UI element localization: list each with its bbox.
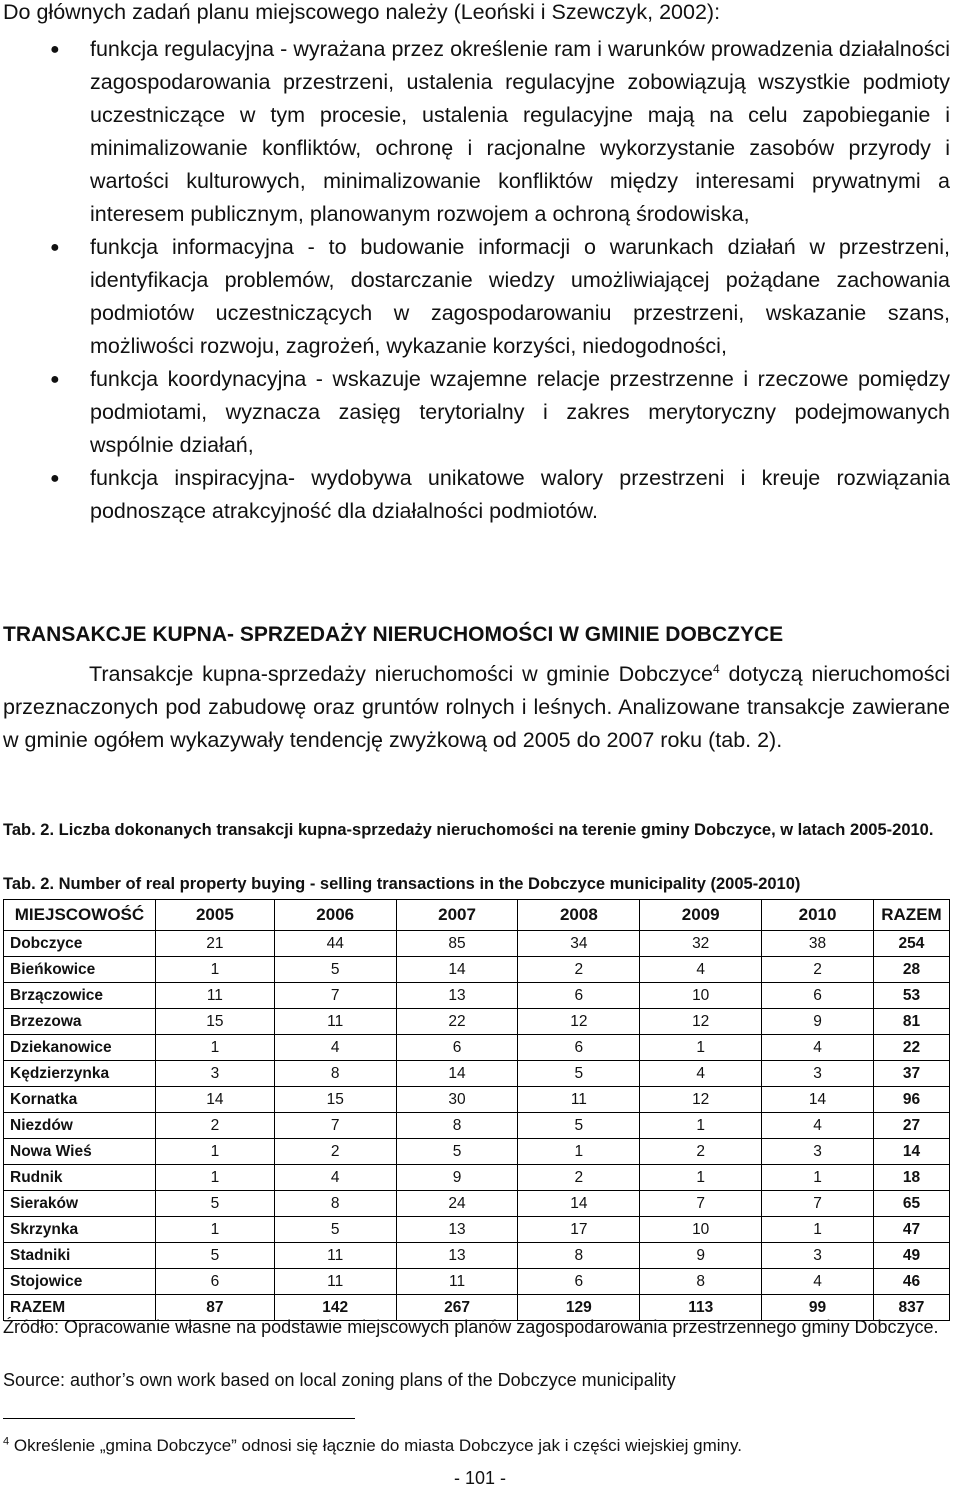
year-value-cell: 14 — [396, 1061, 518, 1087]
year-value-cell: 7 — [274, 1113, 396, 1139]
footnote-ref: 4 — [712, 661, 720, 676]
place-name-cell: Skrzynka — [4, 1217, 156, 1243]
year-value-cell: 1 — [155, 957, 274, 983]
year-value-cell: 6 — [518, 1035, 640, 1061]
footnote — [3, 1436, 742, 1456]
year-value-cell: 38 — [762, 931, 874, 957]
row-total-cell: 28 — [873, 957, 949, 983]
year-value-cell: 5 — [274, 957, 396, 983]
year-value-cell: 1 — [518, 1139, 640, 1165]
year-value-cell: 13 — [396, 983, 518, 1009]
place-name-cell: Nowa Wieś — [4, 1139, 156, 1165]
year-value-cell: 11 — [274, 1243, 396, 1269]
year-value-cell: 8 — [518, 1243, 640, 1269]
year-value-cell: 6 — [155, 1269, 274, 1295]
table-row — [4, 1243, 950, 1269]
year-value-cell: 9 — [762, 1009, 874, 1035]
year-value-cell: 14 — [396, 957, 518, 983]
year-value-cell: 8 — [274, 1191, 396, 1217]
year-value-cell: 6 — [396, 1035, 518, 1061]
year-value-cell: 11 — [274, 1269, 396, 1295]
year-value-cell: 1 — [762, 1165, 874, 1191]
year-value-cell: 11 — [396, 1269, 518, 1295]
tasks-list — [0, 33, 960, 528]
year-value-cell: 5 — [396, 1139, 518, 1165]
year-value-cell: 3 — [762, 1243, 874, 1269]
row-total-cell: 37 — [873, 1061, 949, 1087]
year-value-cell: 267 — [396, 1295, 518, 1321]
year-value-cell: 9 — [640, 1243, 762, 1269]
column-header: 2008 — [518, 900, 640, 931]
list-item-text: funkcja koordynacyjna - wskazuje wzajemne relacje przestrzenne i rzeczowe pomiędzy podmiotami, wyznacza zasięg terytorialny i zakres merytoryczny podejmowanych wspólnie działań, — [90, 367, 950, 457]
year-value-cell: 15 — [274, 1087, 396, 1113]
year-value-cell: 14 — [155, 1087, 274, 1113]
year-value-cell: 5 — [155, 1191, 274, 1217]
year-value-cell: 7 — [762, 1191, 874, 1217]
place-name-cell: Kędzierzynka — [4, 1061, 156, 1087]
year-value-cell: 4 — [274, 1165, 396, 1191]
footnote-text: Określenie „gmina Dobczyce” odnosi się łącznie do miasta Dobczyce jak i części wiejskiej gminy. — [9, 1436, 742, 1455]
year-value-cell: 32 — [640, 931, 762, 957]
place-name-cell: Kornatka — [4, 1087, 156, 1113]
year-value-cell: 44 — [274, 931, 396, 957]
table-caption-en: Tab. 2. Number of real property buying - selling transactions in the Dobczyce municipality (2005-2010) — [3, 875, 801, 893]
year-value-cell: 11 — [274, 1009, 396, 1035]
row-total-cell: 49 — [873, 1243, 949, 1269]
place-name-cell: Stojowice — [4, 1269, 156, 1295]
row-total-cell: 47 — [873, 1217, 949, 1243]
year-value-cell: 6 — [762, 983, 874, 1009]
year-value-cell: 4 — [762, 1269, 874, 1295]
year-value-cell: 4 — [640, 1061, 762, 1087]
year-value-cell: 17 — [518, 1217, 640, 1243]
year-value-cell: 1 — [640, 1035, 762, 1061]
table-row — [4, 1113, 950, 1139]
year-value-cell: 2 — [155, 1113, 274, 1139]
year-value-cell: 5 — [518, 1061, 640, 1087]
year-value-cell: 87 — [155, 1295, 274, 1321]
table-row — [4, 1061, 950, 1087]
year-value-cell: 4 — [274, 1035, 396, 1061]
table-row — [4, 1009, 950, 1035]
place-name-cell: Stadniki — [4, 1243, 156, 1269]
place-name-cell: Brzączowice — [4, 983, 156, 1009]
list-item-text: funkcja informacyjna - to budowanie informacji o warunkach działań w przestrzeni, identyfikacja problemów, dostarczanie wiedzy umożliwiającej pożądane zachowania podmiotów uczestniczących w zagospodarowaniu przestrzeni, wskazanie szans, możliwości rozwoju, zagrożeń, wykazanie korzyści, niedogodności, — [90, 235, 950, 358]
place-name-cell: Niezdów — [4, 1113, 156, 1139]
table-row — [4, 1087, 950, 1113]
body-paragraph — [3, 658, 950, 757]
table-row — [4, 983, 950, 1009]
year-value-cell: 2 — [518, 1165, 640, 1191]
list-item — [0, 363, 960, 462]
table-caption-pl: Tab. 2. Liczba dokonanych transakcji kupna-sprzedaży nieruchomości na terenie gminy Dobczyce, w latach 2005-2010. — [3, 821, 934, 839]
place-name-cell: Bieńkowice — [4, 957, 156, 983]
table-row — [4, 1139, 950, 1165]
source-note-pl: Źródło: Opracowanie własne na podstawie miejscowych planów zagospodarowania przestrzennego gminy Dobczyce. — [3, 1317, 939, 1337]
year-value-cell: 12 — [518, 1009, 640, 1035]
year-value-cell: 5 — [518, 1113, 640, 1139]
year-value-cell: 13 — [396, 1243, 518, 1269]
year-value-cell: 4 — [640, 957, 762, 983]
page-number: - 101 - — [453, 1468, 507, 1488]
year-value-cell: 14 — [762, 1087, 874, 1113]
year-value-cell: 13 — [396, 1217, 518, 1243]
year-value-cell: 15 — [155, 1009, 274, 1035]
year-value-cell: 2 — [518, 957, 640, 983]
year-value-cell: 113 — [640, 1295, 762, 1321]
year-value-cell: 7 — [274, 983, 396, 1009]
column-header: MIEJSCOWOŚĆ — [4, 900, 156, 931]
year-value-cell: 10 — [640, 983, 762, 1009]
footnote-mark: 4 — [3, 1435, 10, 1448]
year-value-cell: 142 — [274, 1295, 396, 1321]
year-value-cell: 3 — [762, 1061, 874, 1087]
year-value-cell: 7 — [640, 1191, 762, 1217]
year-value-cell: 30 — [396, 1087, 518, 1113]
year-value-cell: 10 — [640, 1217, 762, 1243]
year-value-cell: 9 — [396, 1165, 518, 1191]
table-row — [4, 931, 950, 957]
column-header: 2007 — [396, 900, 518, 931]
table-header-row — [4, 900, 950, 931]
row-total-cell: 65 — [873, 1191, 949, 1217]
row-total-cell: 18 — [873, 1165, 949, 1191]
transactions-table — [3, 899, 950, 1321]
list-item — [0, 231, 960, 363]
paragraph-text-start: Transakcje kupna-sprzedaży nieruchomości w gminie Dobczyce — [89, 662, 713, 686]
place-name-cell: Sieraków — [4, 1191, 156, 1217]
year-value-cell: 12 — [640, 1087, 762, 1113]
row-total-cell: 53 — [873, 983, 949, 1009]
table-row — [4, 1035, 950, 1061]
section-heading: TRANSAKCJE KUPNA- SPRZEDAŻY NIERUCHOMOŚCI W GMINIE DOBCZYCE — [3, 623, 784, 646]
source-note-en: Source: author’s own work based on local zoning plans of the Dobczyce municipality — [3, 1370, 676, 1390]
row-total-cell: 81 — [873, 1009, 949, 1035]
place-name-cell: RAZEM — [4, 1295, 156, 1321]
list-item — [0, 33, 960, 231]
year-value-cell: 1 — [762, 1217, 874, 1243]
year-value-cell: 5 — [274, 1217, 396, 1243]
year-value-cell: 99 — [762, 1295, 874, 1321]
row-total-cell: 837 — [873, 1295, 949, 1321]
column-header: 2006 — [274, 900, 396, 931]
column-header: 2009 — [640, 900, 762, 931]
table-row — [4, 1269, 950, 1295]
row-total-cell: 27 — [873, 1113, 949, 1139]
year-value-cell: 3 — [155, 1061, 274, 1087]
table-row — [4, 1165, 950, 1191]
year-value-cell: 85 — [396, 931, 518, 957]
year-value-cell: 14 — [518, 1191, 640, 1217]
row-total-cell: 254 — [873, 931, 949, 957]
bullet-icon: ● — [50, 239, 60, 256]
year-value-cell: 4 — [762, 1035, 874, 1061]
year-value-cell: 2 — [762, 957, 874, 983]
table-row — [4, 1217, 950, 1243]
year-value-cell: 21 — [155, 931, 274, 957]
row-total-cell: 14 — [873, 1139, 949, 1165]
list-item-text: funkcja regulacyjna - wyrażana przez określenie ram i warunków prowadzenia działalności zagospodarowania przestrzeni, ustalenia regulacyjne zobowiązują wszystkie podmioty uczestniczące w tym procesie, ustalenia regulacyjne mają na celu zapobieganie i minimalizowanie konfliktów, ochronę i racjonalne wykorzystanie zasobów przyrody i wartości kulturowych, minimalizowanie konfliktów między interesami prywatnymi a interesem publicznym, planowanym rozwojem a ochroną środowiska, — [90, 37, 950, 226]
year-value-cell: 3 — [762, 1139, 874, 1165]
year-value-cell: 6 — [518, 1269, 640, 1295]
table-row — [4, 957, 950, 983]
column-header: RAZEM — [873, 900, 949, 931]
row-total-cell: 46 — [873, 1269, 949, 1295]
place-name-cell: Dobczyce — [4, 931, 156, 957]
bullet-icon: ● — [50, 470, 60, 487]
year-value-cell: 1 — [155, 1035, 274, 1061]
column-header: 2010 — [762, 900, 874, 931]
year-value-cell: 8 — [640, 1269, 762, 1295]
year-value-cell: 1 — [640, 1113, 762, 1139]
year-value-cell: 2 — [274, 1139, 396, 1165]
row-total-cell: 22 — [873, 1035, 949, 1061]
list-item — [0, 462, 960, 528]
year-value-cell: 129 — [518, 1295, 640, 1321]
year-value-cell: 12 — [640, 1009, 762, 1035]
year-value-cell: 6 — [518, 983, 640, 1009]
year-value-cell: 2 — [640, 1139, 762, 1165]
paragraph-text-end: dotyczą nieruchomości przeznaczonych pod zabudowę oraz gruntów rolnych i leśnych. Analizowane transakcje zawierane w gminie ogółem wykazywały tendencję zwyżkową od 2005 do 2007 roku (tab. 2). — [3, 662, 950, 752]
year-value-cell: 34 — [518, 931, 640, 957]
year-value-cell: 11 — [518, 1087, 640, 1113]
year-value-cell: 1 — [155, 1217, 274, 1243]
list-item-text: funkcja inspiracyjna- wydobywa unikatowe walory przestrzeni i kreuje rozwiązania podnoszące atrakcyjność dla działalności podmiotów. — [90, 466, 950, 523]
table-row — [4, 1191, 950, 1217]
place-name-cell: Rudnik — [4, 1165, 156, 1191]
footnote-divider — [3, 1418, 355, 1419]
year-value-cell: 4 — [762, 1113, 874, 1139]
bullet-icon: ● — [50, 371, 60, 388]
year-value-cell: 22 — [396, 1009, 518, 1035]
place-name-cell: Dziekanowice — [4, 1035, 156, 1061]
intro-line: Do głównych zadań planu miejscowego należy (Leoński i Szewczyk, 2002): — [3, 0, 721, 24]
row-total-cell: 96 — [873, 1087, 949, 1113]
year-value-cell: 1 — [155, 1165, 274, 1191]
year-value-cell: 24 — [396, 1191, 518, 1217]
year-value-cell: 8 — [274, 1061, 396, 1087]
year-value-cell: 8 — [396, 1113, 518, 1139]
year-value-cell: 11 — [155, 983, 274, 1009]
bullet-icon: ● — [50, 41, 60, 58]
year-value-cell: 1 — [640, 1165, 762, 1191]
column-header: 2005 — [155, 900, 274, 931]
year-value-cell: 1 — [155, 1139, 274, 1165]
year-value-cell: 5 — [155, 1243, 274, 1269]
place-name-cell: Brzezowa — [4, 1009, 156, 1035]
